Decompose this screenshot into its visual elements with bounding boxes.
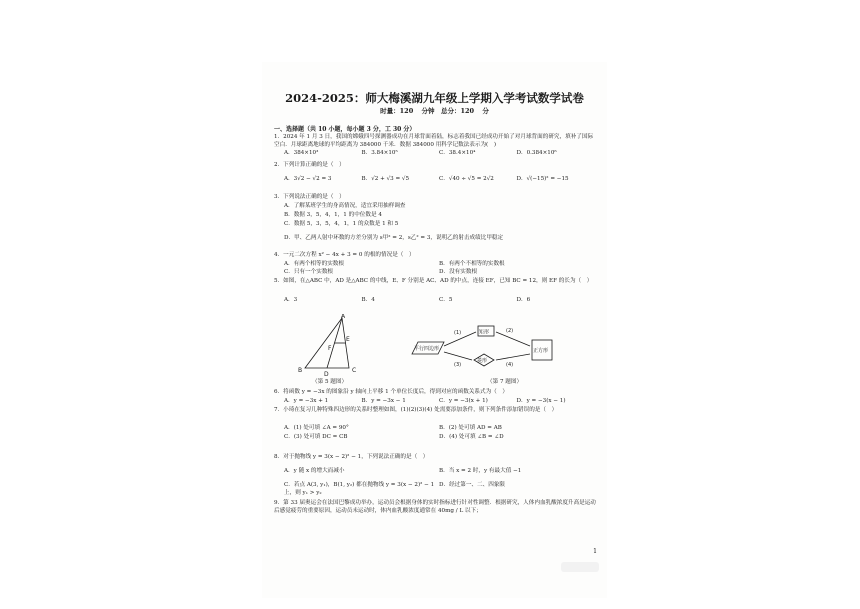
option: B．3.84×10⁵ (361, 150, 398, 156)
question-6: 6．将函数 y = −3x 的图象沿 y 轴向上平移 1 个单位长度后，得到对应的函数关系式为（ ） (274, 389, 508, 395)
exam-meta: 时量：120 分钟 总分：120 分 (380, 107, 489, 115)
question-5: 5．如图，在△ABC 中，AD 是△ABC 的中线，E、F 分别是 AC、AD 的中点，连接 EF，已知 BC = 12，则 EF 的长为（ ） (274, 278, 593, 284)
fig5-label-c: C (352, 367, 357, 374)
question-7: 7．小琦在复习几种特殊四边形的关系时整理如图，(1)(2)(3)(4) 处需要添加条件，则下列条件添加错误的是（ ） (274, 407, 558, 413)
option: D．y = −3(x − 1) (516, 398, 566, 404)
fig7-rhombus: 菱形 (477, 358, 488, 364)
option: A．y 随 x 的增大而减小 (284, 468, 345, 474)
exam-title: 2024-2025：师大梅溪湖九年级上学期入学考试数学试卷 (285, 91, 584, 105)
option: D．经过第一、二、四象限 (439, 482, 506, 488)
option: B．当 x = 2 时，y 有最大值 −1 (439, 468, 522, 474)
option: B．4 (361, 297, 375, 303)
fig7-step-2: (2) (506, 328, 514, 334)
question-1-options (284, 149, 594, 157)
option: D．没有实数根 (439, 269, 478, 275)
question-6-options (284, 397, 594, 405)
fig5-label-e: E (346, 336, 350, 343)
question-1: 1．2024 年 1 月 3 日，我国的嫦娥四号探测器成功在月球背面着陆，标志着我国已经成功开始了对月球背面的研究，填补了国际空白．月球距离地球的平均距离为 384000 千米．数据 384000 用科学记数法表示为( ) (274, 134, 594, 148)
fig5-label-d: D (324, 371, 329, 376)
question-8: 8．对于抛物线 y = 3(x − 2)² − 1，下列说法正确的是（ ） (274, 454, 429, 460)
fig5-label-f: F (328, 345, 332, 352)
page-number: 1 (593, 548, 597, 555)
option: A．有两个相等的实数根 (284, 261, 344, 267)
option: C．√40 ÷ √5 = 2√2 (439, 176, 494, 182)
question-3-option-d: D．甲、乙两人射中环数的方差分别为 s甲² = 2，s乙² = 3，说明乙的射击成绩比甲稳定 (284, 235, 504, 241)
option: A．(1) 处可填 ∠A = 90° (284, 425, 349, 431)
question-4-options-row1 (284, 260, 594, 268)
question-3-option-c: C．数据 5，3，5，4，1，1 的众数是 1 和 5 (284, 221, 399, 227)
option: B．√2 + √3 = √5 (361, 176, 410, 182)
fig7-rectangle: 矩形 (479, 329, 490, 336)
option: B．y = −3x − 1 (361, 398, 406, 404)
fig7-parallelogram: 平行四边形 (414, 346, 440, 352)
fig7-square: 正方形 (533, 348, 549, 354)
question-2: 2．下列计算正确的是（ ） (274, 162, 345, 168)
option: C．若点 A(3, y₁)，B(1, y₂) 都在抛物线 y = 3(x − 2)² − 1 上，则 y₁ > y₂ (284, 482, 435, 496)
option: C．38.4×10⁴ (439, 150, 476, 156)
fig5-label-a: A (341, 314, 346, 320)
question-4-options-row2 (284, 268, 594, 276)
question-8-options-row2 (284, 481, 594, 497)
question-5-options (284, 296, 594, 304)
question-3-option-b: B．数据 3，5，4，1，1 的中位数是 4 (284, 212, 382, 218)
option: B．(2) 处可填 AD = AB (439, 425, 502, 431)
fig7-step-4: (4) (506, 362, 514, 368)
section-heading: 一、选择题（共 10 小题，每小题 3 分，工 30 分） (274, 126, 416, 133)
question-3: 3．下列说法正确的是（ ） (274, 194, 345, 200)
option: D．6 (516, 297, 531, 303)
option: D．(4) 处可填 ∠B = ∠D (439, 434, 504, 440)
figure-5-triangle (297, 314, 367, 376)
figure-5-caption: （第 5 题图） (312, 379, 348, 385)
fig5-label-b: B (298, 367, 303, 374)
question-7-options-row2 (284, 433, 594, 441)
watermark (561, 562, 599, 572)
option: C．(3) 处可填 DC = CB (284, 434, 348, 440)
question-7-options-row1 (284, 424, 594, 432)
exam-page (262, 62, 607, 598)
question-2-options (284, 175, 594, 183)
fig7-step-3: (3) (454, 362, 462, 368)
option: A．3√2 − √2 = 3 (284, 176, 332, 182)
question-9: 9．第 33 届奥运会在法国巴黎成功举办，运动员会根据身体的实时指标进行针对性调整．根据研究，人体内血乳酸浓度升高是运动后感觉疲劳的重要原因，运动员未运动时，体内血乳酸浓度通常在 40mg / L 以下； (274, 500, 596, 514)
fig7-step-1: (1) (454, 330, 462, 336)
question-3-option-a: A．了解某班学生的身高情况，适宜采用抽样调查 (284, 203, 406, 209)
option: B．有两个不相等的实数根 (439, 261, 505, 267)
option: A．384×10³ (284, 150, 319, 156)
option: D．√(−15)² = −15 (516, 176, 569, 182)
option: A．3 (284, 297, 298, 303)
option: C．y = −3(x + 1) (439, 398, 488, 404)
option: A．y = −3x + 1 (284, 398, 329, 404)
question-8-options-row1 (284, 467, 594, 475)
option: C．5 (439, 297, 453, 303)
figure-7-diagram (410, 320, 590, 375)
option: D．0.384×10⁶ (516, 150, 557, 156)
option: C．只有一个实数根 (284, 269, 334, 275)
figure-7-caption: （第 7 题图） (487, 379, 523, 385)
question-4: 4．一元二次方程 x² − 4x + 3 = 0 的根的情况是（ ） (274, 252, 415, 258)
